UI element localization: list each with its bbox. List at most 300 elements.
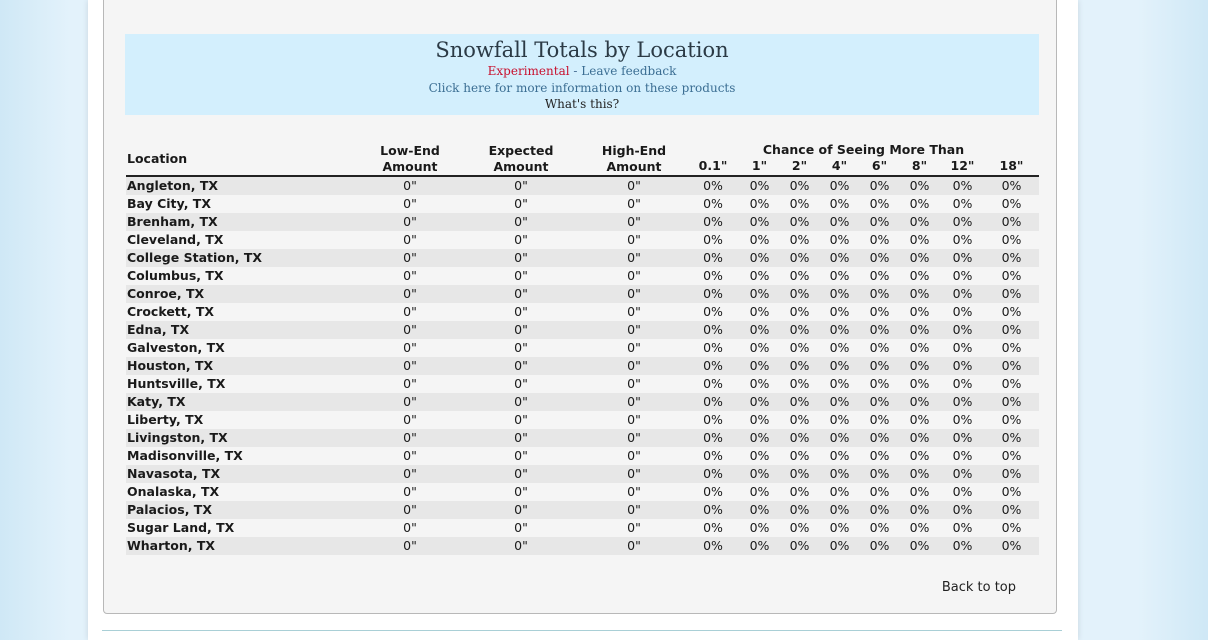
expected-amount: 0" — [514, 520, 528, 535]
chance-value: 0% — [952, 538, 973, 553]
chance-value: 0% — [869, 250, 890, 265]
high-end-amount: 0" — [627, 250, 641, 265]
chance-value: 0% — [829, 340, 850, 355]
table-row — [126, 519, 1039, 537]
chance-value: 0% — [869, 340, 890, 355]
table-row — [126, 285, 1039, 303]
chance-value: 0% — [1001, 376, 1022, 391]
table-row — [126, 465, 1039, 483]
expected-amount: 0" — [514, 268, 528, 283]
chance-value: 0% — [869, 484, 890, 499]
page-title: Snowfall Totals by Location — [435, 38, 729, 62]
chance-value: 0% — [749, 196, 770, 211]
chance-value: 0% — [1001, 178, 1022, 193]
col-chance-group: Chance of Seeing More Than — [762, 142, 965, 157]
chance-value: 0% — [703, 358, 723, 373]
chance-value: 0% — [829, 268, 850, 283]
chance-value: 0% — [703, 538, 723, 553]
expected-amount: 0" — [514, 358, 528, 373]
chance-value: 0% — [749, 502, 770, 517]
chance-value: 0% — [869, 502, 890, 517]
chance-value: 0% — [1001, 430, 1022, 445]
chance-value: 0% — [789, 394, 810, 409]
low-end-amount: 0" — [403, 214, 417, 229]
chance-value: 0% — [869, 412, 890, 427]
location: Bay City, TX — [127, 196, 211, 211]
chance-value: 0% — [749, 304, 770, 319]
info-line — [125, 80, 1039, 97]
page-column — [88, 0, 1078, 640]
col-high-end-line1: High-End — [601, 143, 667, 158]
chance-value: 0% — [829, 394, 850, 409]
expected-amount: 0" — [514, 232, 528, 247]
location: Houston, TX — [127, 358, 214, 373]
high-end-amount: 0" — [627, 322, 641, 337]
location: Madisonville, TX — [127, 448, 243, 463]
back-to-top-link[interactable]: Back to top — [941, 580, 1016, 595]
high-end-amount: 0" — [627, 538, 641, 553]
location: Sugar Land, TX — [127, 520, 235, 535]
chance-value: 0% — [952, 412, 973, 427]
table-row — [126, 213, 1039, 231]
chance-value: 0% — [703, 196, 723, 211]
high-end-amount: 0" — [627, 304, 641, 319]
chance-value: 0% — [703, 430, 723, 445]
location: Brenham, TX — [127, 214, 218, 229]
table-row — [126, 483, 1039, 501]
chance-value: 0% — [703, 286, 723, 301]
chance-value: 0% — [749, 232, 770, 247]
col-high-end — [580, 142, 688, 176]
chance-value: 0% — [703, 268, 723, 283]
chance-value: 0% — [869, 196, 890, 211]
low-end-amount: 0" — [403, 520, 417, 535]
low-end-amount: 0" — [403, 538, 417, 553]
snowfall-table — [126, 142, 1039, 555]
location: Liberty, TX — [127, 412, 204, 427]
high-end-amount: 0" — [627, 502, 641, 517]
high-end-amount: 0" — [627, 430, 641, 445]
location: Cleveland, TX — [127, 232, 224, 247]
location: Edna, TX — [127, 322, 190, 337]
chance-value: 0% — [869, 358, 890, 373]
high-end-amount: 0" — [627, 178, 641, 193]
chance-value: 0% — [749, 214, 770, 229]
location: Livingston, TX — [127, 430, 228, 445]
chance-value: 0% — [789, 466, 810, 481]
experimental-line — [125, 63, 1039, 80]
chance-value: 0% — [749, 412, 770, 427]
chance-value: 0% — [909, 502, 930, 517]
chance-value: 0% — [952, 358, 973, 373]
chance-value: 0% — [829, 358, 850, 373]
chance-value: 0% — [909, 376, 930, 391]
chance-value: 0% — [1001, 538, 1022, 553]
low-end-amount: 0" — [403, 178, 417, 193]
chance-value: 0% — [749, 394, 770, 409]
chance-value: 0% — [1001, 502, 1022, 517]
expected-amount: 0" — [514, 430, 528, 445]
table-row — [126, 339, 1039, 357]
chance-value: 0% — [749, 376, 770, 391]
chance-value: 0% — [909, 196, 930, 211]
low-end-amount: 0" — [403, 268, 417, 283]
col-expected-line1: Expected — [488, 143, 554, 158]
chance-value: 0% — [703, 322, 723, 337]
expected-amount: 0" — [514, 250, 528, 265]
chance-value: 0% — [703, 340, 723, 355]
divider — [102, 630, 1062, 631]
expected-amount: 0" — [514, 376, 528, 391]
expected-amount: 0" — [514, 196, 528, 211]
low-end-amount: 0" — [403, 322, 417, 337]
expected-amount: 0" — [514, 394, 528, 409]
col-threshold: 4" — [818, 158, 861, 176]
table-row — [126, 501, 1039, 519]
col-threshold: 12" — [941, 158, 984, 176]
chance-value: 0% — [749, 538, 770, 553]
chance-value: 0% — [1001, 268, 1022, 283]
location: Conroe, TX — [127, 286, 205, 301]
chance-value: 0% — [829, 178, 850, 193]
chance-value: 0% — [703, 466, 723, 481]
chance-value: 0% — [909, 178, 930, 193]
table-row — [126, 195, 1039, 213]
chance-value: 0% — [1001, 214, 1022, 229]
chance-value: 0% — [703, 214, 723, 229]
expected-amount: 0" — [514, 412, 528, 427]
chance-value: 0% — [909, 286, 930, 301]
chance-value: 0% — [829, 322, 850, 337]
chance-value: 0% — [1001, 286, 1022, 301]
table-row — [126, 176, 1039, 195]
chance-value: 0% — [789, 286, 810, 301]
high-end-amount: 0" — [627, 412, 641, 427]
chance-value: 0% — [909, 448, 930, 463]
chance-value: 0% — [703, 448, 723, 463]
location: Palacios, TX — [127, 502, 212, 517]
chance-value: 0% — [869, 232, 890, 247]
location: Angleton, TX — [127, 178, 219, 193]
col-low-end — [358, 142, 462, 176]
expected-amount: 0" — [514, 448, 528, 463]
expected-amount: 0" — [514, 322, 528, 337]
low-end-amount: 0" — [403, 304, 417, 319]
chance-value: 0% — [789, 322, 810, 337]
whats-this-link[interactable]: What's this? — [544, 97, 620, 111]
col-threshold: 6" — [861, 158, 898, 176]
chance-value: 0% — [749, 322, 770, 337]
chance-value: 0% — [909, 394, 930, 409]
table-header-row — [126, 142, 1039, 158]
chance-value: 0% — [703, 250, 723, 265]
chance-value: 0% — [829, 448, 850, 463]
expected-amount: 0" — [514, 286, 528, 301]
chance-value: 0% — [703, 394, 723, 409]
high-end-amount: 0" — [627, 286, 641, 301]
chance-value: 0% — [789, 502, 810, 517]
low-end-amount: 0" — [403, 250, 417, 265]
chance-value: 0% — [829, 484, 850, 499]
expected-amount: 0" — [514, 214, 528, 229]
chance-value: 0% — [869, 214, 890, 229]
chance-value: 0% — [909, 250, 930, 265]
chance-value: 0% — [789, 538, 810, 553]
chance-value: 0% — [1001, 466, 1022, 481]
expected-amount: 0" — [514, 340, 528, 355]
chance-value: 0% — [869, 268, 890, 283]
table-row — [126, 537, 1039, 555]
chance-value: 0% — [909, 358, 930, 373]
chance-value: 0% — [703, 232, 723, 247]
low-end-amount: 0" — [403, 412, 417, 427]
more-info-link[interactable]: Click here for more information on these products — [428, 81, 736, 95]
chance-value: 0% — [909, 412, 930, 427]
chance-value: 0% — [749, 250, 770, 265]
chance-value: 0% — [829, 502, 850, 517]
chance-value: 0% — [952, 214, 973, 229]
location: College Station, TX — [127, 250, 263, 265]
low-end-amount: 0" — [403, 502, 417, 517]
col-threshold: 0.1" — [688, 158, 738, 176]
table-body — [126, 176, 1039, 555]
chance-value: 0% — [1001, 358, 1022, 373]
chance-value: 0% — [749, 484, 770, 499]
product-header — [125, 34, 1039, 115]
chance-value: 0% — [952, 448, 973, 463]
chance-value: 0% — [909, 520, 930, 535]
chance-value: 0% — [749, 520, 770, 535]
chance-value: 0% — [749, 466, 770, 481]
high-end-amount: 0" — [627, 376, 641, 391]
chance-value: 0% — [1001, 196, 1022, 211]
chance-value: 0% — [829, 520, 850, 535]
chance-value: 0% — [703, 520, 723, 535]
chance-value: 0% — [909, 538, 930, 553]
chance-value: 0% — [789, 232, 810, 247]
table-row — [126, 321, 1039, 339]
chance-value: 0% — [869, 376, 890, 391]
chance-value: 0% — [829, 430, 850, 445]
chance-value: 0% — [829, 412, 850, 427]
low-end-amount: 0" — [403, 286, 417, 301]
chance-value: 0% — [789, 484, 810, 499]
col-expected — [462, 142, 580, 176]
col-low-end-line2: Amount — [382, 159, 438, 174]
chance-value: 0% — [789, 268, 810, 283]
chance-value: 0% — [952, 394, 973, 409]
chance-value: 0% — [952, 340, 973, 355]
chance-value: 0% — [952, 232, 973, 247]
table-row — [126, 249, 1039, 267]
chance-value: 0% — [749, 268, 770, 283]
chance-value: 0% — [829, 232, 850, 247]
chance-value: 0% — [1001, 232, 1022, 247]
chance-value: 0% — [952, 484, 973, 499]
chance-value: 0% — [869, 430, 890, 445]
chance-value: 0% — [749, 430, 770, 445]
low-end-amount: 0" — [403, 232, 417, 247]
chance-value: 0% — [909, 484, 930, 499]
chance-value: 0% — [869, 448, 890, 463]
chance-value: 0% — [789, 304, 810, 319]
chance-value: 0% — [703, 376, 723, 391]
col-location: Location — [126, 142, 358, 176]
chance-value: 0% — [789, 196, 810, 211]
chance-value: 0% — [909, 214, 930, 229]
chance-value: 0% — [1001, 322, 1022, 337]
high-end-amount: 0" — [627, 520, 641, 535]
chance-value: 0% — [869, 466, 890, 481]
chance-value: 0% — [789, 250, 810, 265]
high-end-amount: 0" — [627, 448, 641, 463]
chance-value: 0% — [952, 196, 973, 211]
chance-value: 0% — [789, 448, 810, 463]
chance-value: 0% — [909, 466, 930, 481]
col-low-end-line1: Low-End — [380, 143, 440, 158]
chance-value: 0% — [909, 232, 930, 247]
chance-value: 0% — [869, 286, 890, 301]
chance-value: 0% — [789, 340, 810, 355]
chance-value: 0% — [703, 502, 723, 517]
chance-value: 0% — [829, 304, 850, 319]
low-end-amount: 0" — [403, 466, 417, 481]
chance-value: 0% — [789, 412, 810, 427]
chance-value: 0% — [909, 340, 930, 355]
chance-value: 0% — [952, 502, 973, 517]
chance-value: 0% — [829, 466, 850, 481]
chance-value: 0% — [1001, 340, 1022, 355]
experimental-label: Experimental — [487, 64, 570, 78]
chance-value: 0% — [1001, 394, 1022, 409]
chance-value: 0% — [909, 268, 930, 283]
chance-value: 0% — [869, 304, 890, 319]
expected-amount: 0" — [514, 466, 528, 481]
chance-value: 0% — [829, 196, 850, 211]
chance-value: 0% — [1001, 412, 1022, 427]
low-end-amount: 0" — [403, 484, 417, 499]
chance-value: 0% — [1001, 304, 1022, 319]
high-end-amount: 0" — [627, 394, 641, 409]
chance-value: 0% — [952, 322, 973, 337]
location: Navasota, TX — [127, 466, 221, 481]
chance-value: 0% — [789, 520, 810, 535]
low-end-amount: 0" — [403, 394, 417, 409]
chance-value: 0% — [869, 394, 890, 409]
col-threshold: 18" — [984, 158, 1039, 176]
expected-amount: 0" — [514, 502, 528, 517]
col-high-end-line2: Amount — [606, 159, 662, 174]
col-threshold: 1" — [738, 158, 781, 176]
chance-value: 0% — [703, 484, 723, 499]
chance-value: 0% — [952, 466, 973, 481]
low-end-amount: 0" — [403, 376, 417, 391]
chance-value: 0% — [952, 430, 973, 445]
expected-amount: 0" — [514, 538, 528, 553]
chance-value: 0% — [703, 304, 723, 319]
location: Columbus, TX — [127, 268, 224, 283]
chance-value: 0% — [749, 448, 770, 463]
high-end-amount: 0" — [627, 232, 641, 247]
table-row — [126, 357, 1039, 375]
col-threshold: 8" — [898, 158, 941, 176]
content-panel — [103, 0, 1057, 614]
expected-amount: 0" — [514, 484, 528, 499]
location: Wharton, TX — [127, 538, 216, 553]
chance-value: 0% — [909, 322, 930, 337]
chance-value: 0% — [789, 178, 810, 193]
table-row — [126, 411, 1039, 429]
chance-value: 0% — [869, 322, 890, 337]
table-row — [126, 303, 1039, 321]
chance-value: 0% — [829, 376, 850, 391]
table-row — [126, 231, 1039, 249]
high-end-amount: 0" — [627, 358, 641, 373]
chance-value: 0% — [789, 430, 810, 445]
chance-value: 0% — [952, 376, 973, 391]
chance-value: 0% — [749, 286, 770, 301]
chance-value: 0% — [952, 178, 973, 193]
separator: - — [569, 64, 582, 78]
chance-value: 0% — [789, 358, 810, 373]
chance-value: 0% — [1001, 520, 1022, 535]
chance-value: 0% — [1001, 448, 1022, 463]
location: Huntsville, TX — [127, 376, 226, 391]
location: Katy, TX — [127, 394, 186, 409]
chance-value: 0% — [703, 412, 723, 427]
expected-amount: 0" — [514, 178, 528, 193]
chance-value: 0% — [829, 286, 850, 301]
col-expected-line2: Amount — [493, 159, 549, 174]
high-end-amount: 0" — [627, 466, 641, 481]
chance-value: 0% — [829, 250, 850, 265]
high-end-amount: 0" — [627, 340, 641, 355]
chance-value: 0% — [703, 178, 723, 193]
low-end-amount: 0" — [403, 430, 417, 445]
location: Onalaska, TX — [127, 484, 220, 499]
chance-value: 0% — [829, 214, 850, 229]
table-row — [126, 267, 1039, 285]
low-end-amount: 0" — [403, 448, 417, 463]
location: Crockett, TX — [127, 304, 215, 319]
chance-value: 0% — [789, 214, 810, 229]
high-end-amount: 0" — [627, 196, 641, 211]
high-end-amount: 0" — [627, 484, 641, 499]
location: Galveston, TX — [127, 340, 225, 355]
chance-value: 0% — [869, 520, 890, 535]
chance-value: 0% — [749, 178, 770, 193]
table-row — [126, 375, 1039, 393]
chance-value: 0% — [909, 304, 930, 319]
chance-value: 0% — [952, 520, 973, 535]
chance-value: 0% — [952, 304, 973, 319]
high-end-amount: 0" — [627, 268, 641, 283]
chance-value: 0% — [789, 376, 810, 391]
low-end-amount: 0" — [403, 196, 417, 211]
chance-value: 0% — [869, 538, 890, 553]
chance-value: 0% — [749, 340, 770, 355]
chance-value: 0% — [869, 178, 890, 193]
table-row — [126, 447, 1039, 465]
chance-value: 0% — [952, 268, 973, 283]
chance-value: 0% — [1001, 250, 1022, 265]
leave-feedback-link[interactable]: Leave feedback — [581, 64, 677, 78]
table-row — [126, 393, 1039, 411]
expected-amount: 0" — [514, 304, 528, 319]
table-row — [126, 429, 1039, 447]
chance-value: 0% — [1001, 484, 1022, 499]
low-end-amount: 0" — [403, 340, 417, 355]
